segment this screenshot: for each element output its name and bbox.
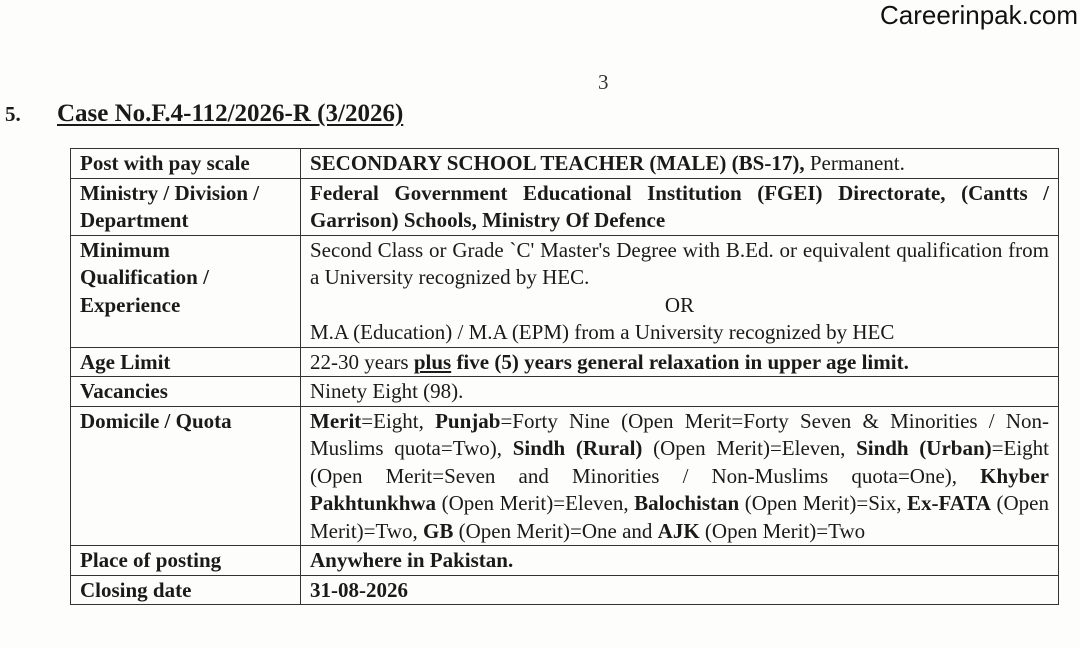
label-posting: Place of posting [71,546,301,576]
qualification-option-1: Second Class or Grade `C' Master's Degree with B.Ed. or equivalent qualification from a University recognized by HEC. [310,237,1049,289]
value-qualification [301,235,1059,347]
value-vacancies: Ninety Eight (98). [301,377,1059,407]
value-age [301,347,1059,377]
label-post: Post with pay scale [71,149,301,179]
case-title: Case No.F.4-112/2026-R (3/2026) [57,100,404,127]
qualification-option-2: M.A (Education) / M.A (EPM) from a University recognized by HEC [310,320,895,344]
age-range: 22-30 years [310,349,414,374]
quota-sindh-urban-text: =Eight (Open Merit=Seven and Minorities / Non-Muslims quota=One), [310,436,1049,488]
quota-balochistan-text: (Open Merit)=Six, [739,491,907,515]
value-closing: 31-08-2026 [301,575,1059,605]
quota-merit-text: =Eight, [361,408,436,433]
label-closing: Closing date [71,575,301,605]
label-vacancies: Vacancies [71,377,301,407]
label-ministry: Ministry / Division / Department [71,178,301,235]
label-age: Age Limit [71,347,301,377]
row-ministry [71,178,1059,235]
row-qualification [71,235,1059,347]
page-number: 3 [598,70,609,94]
row-vacancies [71,377,1059,407]
quota-merit: Merit [310,408,362,433]
quota-sindh-urban: Sindh (Urban) [856,436,992,460]
value-domicile [301,406,1059,546]
quota-sindh-rural: Sindh (Rural) [512,436,643,460]
value-ministry: Federal Government Educational Institution (FGEI) Directorate, (Cantts / Garrison) Schools, Ministry Of Defence [301,178,1059,235]
quota-exfata: Ex-FATA [906,491,991,515]
row-domicile [71,406,1059,546]
quota-punjab: Punjab [435,408,501,433]
quota-gb-text: (Open Merit)=One and [453,518,658,543]
quota-exfata-text: (Open Merit)=Two, [310,491,1049,543]
age-plus: plus [413,349,452,374]
value-post [301,149,1059,179]
row-post [71,149,1059,179]
watermark-text: Careerinpak.com [880,0,1078,30]
qualification-or: OR [664,292,695,317]
age-relaxation: five (5) years general relaxation in upper age limit. [451,349,909,374]
row-posting [71,546,1059,576]
item-number: 5. [5,102,21,126]
post-title: SECONDARY SCHOOL TEACHER (MALE) (BS-17), [310,151,805,175]
quota-ajk-text: (Open Merit)=Two [699,518,866,543]
quota-balochistan: Balochistan [634,491,740,515]
post-type: Permanent. [804,151,905,175]
quota-ajk: AJK [657,518,700,543]
quota-punjab-text: =Forty Nine (Open Merit=Forty Seven & Minorities / Non-Muslims quota=Two), [310,408,1049,460]
label-qualification: Minimum Qualification / Experience [71,235,301,347]
label-domicile: Domicile / Quota [71,406,301,546]
quota-kp: Khyber Pakhtunkhwa [310,463,1049,515]
quota-kp-text: (Open Merit)=Eleven, [436,491,635,515]
row-closing [71,575,1059,605]
quota-gb: GB [423,518,454,543]
job-details-table [70,148,1059,605]
quota-sindh-rural-text: (Open Merit)=Eleven, [642,436,857,460]
row-age [71,347,1059,377]
value-posting: Anywhere in Pakistan. [301,546,1059,576]
